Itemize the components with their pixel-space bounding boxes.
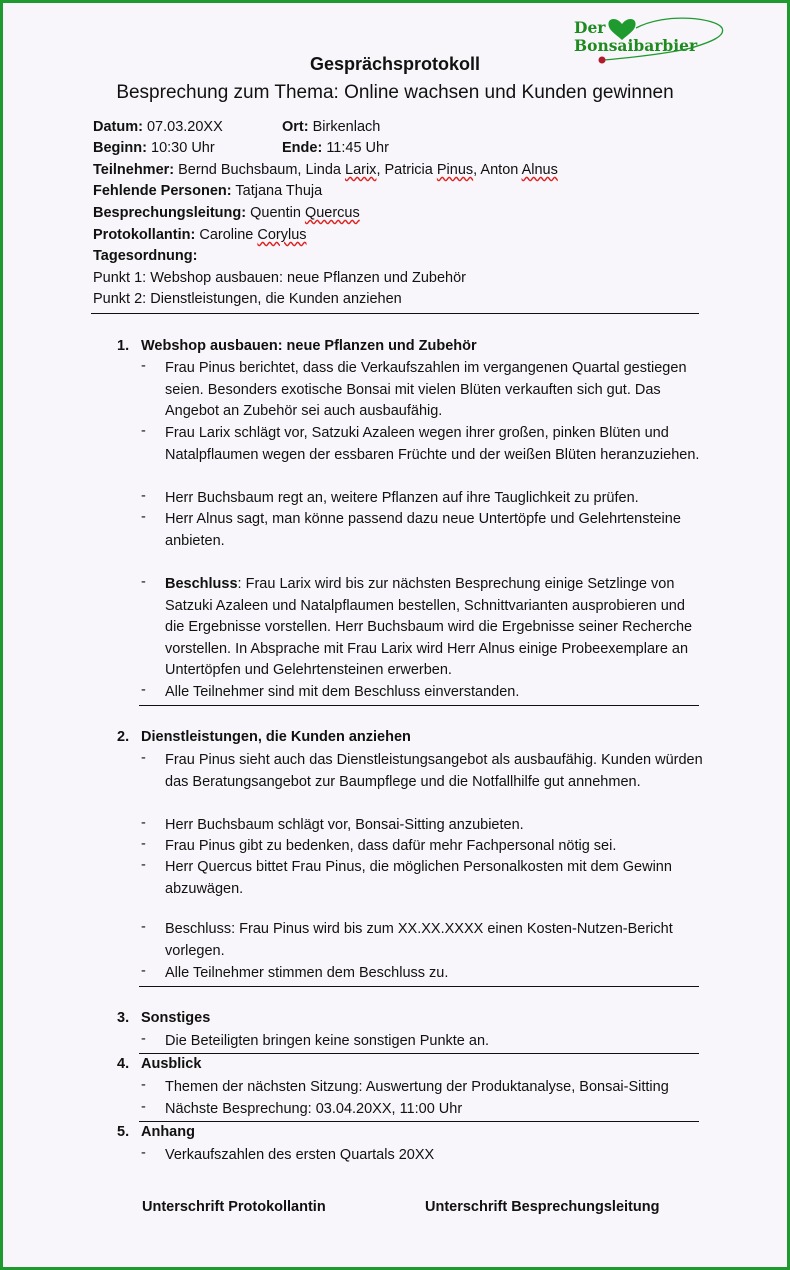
section-4-title: Ausblick <box>141 1056 202 1072</box>
document-title: Gesprächsprotokoll <box>309 54 481 74</box>
section-2-item: Frau Pinus sieht auch das Dienstleistungsangebot als ausbaufähig. Kunden würden das Beratungsangebot zur Baumpflege und die Notfallhilfe gut annehmen. <box>165 752 703 790</box>
bullet-dash: - <box>141 682 146 698</box>
bullet-dash: - <box>141 358 146 374</box>
divider-section-2 <box>139 986 699 987</box>
section-3-item: Die Beteiligten bringen keine sonstigen Punkte an. <box>165 1033 490 1049</box>
section-2-item: Herr Quercus bittet Frau Pinus, die möglichen Personalkosten mit dem Gewinn abzuwägen. <box>165 859 672 897</box>
meta-teilnehmer: Teilnehmer: Bernd Buchsbaum, Linda Larix, Patricia Pinus, Anton Alnus <box>93 162 558 178</box>
section-5-number: 5. <box>117 1124 130 1140</box>
meta-leitung: Besprechungsleitung: Quentin Quercus <box>93 205 360 221</box>
bullet-dash: - <box>141 1031 146 1047</box>
section-4-item: Nächste Besprechung: 03.04.20XX, 11:00 Uhr <box>165 1101 463 1117</box>
agenda-punkt-2: Punkt 2: Dienstleistungen, die Kunden anziehen <box>93 291 402 307</box>
divider-header <box>91 313 699 314</box>
meta-ort: Ort: Birkenlach <box>282 119 381 135</box>
meta-protokollantin: Protokollantin: Caroline Corylus <box>93 227 307 243</box>
section-5-item: Verkaufszahlen des ersten Quartals 20XX <box>165 1147 435 1163</box>
bullet-dash: - <box>141 509 146 525</box>
bullet-dash: - <box>141 1145 146 1161</box>
bullet-dash: - <box>141 815 146 831</box>
meta-datum: Datum: 07.03.20XX <box>93 119 223 135</box>
divider-section-4 <box>139 1121 699 1122</box>
bullet-dash: - <box>141 423 146 439</box>
logo-text-bonsaibarbier: Bonsaibarbier <box>574 36 698 55</box>
document-subtitle: Besprechung zum Thema: Online wachsen und Kunden gewinnen <box>116 82 674 103</box>
meta-fehlende: Fehlende Personen: Tatjana Thuja <box>93 183 323 199</box>
bullet-dash: - <box>141 750 146 766</box>
section-2-title: Dienstleistungen, die Kunden anziehen <box>141 729 411 745</box>
agenda-punkt-1: Punkt 1: Webshop ausbauen: neue Pflanzen und Zubehör <box>93 270 466 286</box>
section-3-number: 3. <box>117 1010 130 1026</box>
section-1-item: Herr Buchsbaum regt an, weitere Pflanzen auf ihre Tauglichkeit zu prüfen. <box>165 490 639 506</box>
section-2-decision: Beschluss: Frau Pinus wird bis zum XX.XX.XXXX einen Kosten-Nutzen-Bericht vorlegen. <box>165 921 673 959</box>
section-5-title: Anhang <box>141 1124 195 1140</box>
bullet-dash: - <box>141 857 146 873</box>
section-1-item: Alle Teilnehmer sind mit dem Beschluss einverstanden. <box>165 684 520 700</box>
bullet-dash: - <box>141 1099 146 1115</box>
section-2-item: Frau Pinus gibt zu bedenken, dass dafür mehr Fachpersonal nötig sei. <box>165 838 617 854</box>
divider-section-3 <box>139 1053 699 1054</box>
section-1-item: Frau Larix schlägt vor, Satzuki Azaleen wegen ihrer großen, pinken Blüten und Natalpflaumen wegen der essbaren Früchte und der weißen Blüten heranzuziehen. <box>165 425 700 463</box>
section-2-item: Herr Buchsbaum schlägt vor, Bonsai-Sitting anzubieten. <box>165 817 524 833</box>
meta-ende: Ende: 11:45 Uhr <box>282 140 389 156</box>
logo-text-der: Der <box>574 18 606 37</box>
bullet-dash: - <box>141 963 146 979</box>
meta-beginn: Beginn: 10:30 Uhr <box>93 140 215 156</box>
section-3-title: Sonstiges <box>141 1010 211 1026</box>
section-4-number: 4. <box>117 1056 130 1072</box>
section-2-number: 2. <box>117 729 130 745</box>
bullet-dash: - <box>141 574 146 590</box>
section-1-number: 1. <box>117 338 130 354</box>
meta-tagesordnung: Tagesordnung: <box>93 248 198 264</box>
signature-protokollantin: Unterschrift Protokollantin <box>142 1199 326 1215</box>
bullet-dash: - <box>141 1077 146 1093</box>
section-1-item: Herr Alnus sagt, man könne passend dazu neue Untertöpfe und Gelehrtensteine anbieten. <box>165 511 681 549</box>
section-1-title: Webshop ausbauen: neue Pflanzen und Zubehör <box>141 338 477 354</box>
section-1-decision: Beschluss: Frau Larix wird bis zur nächsten Besprechung einige Setzlinge von Satzuki Azaleen und Natalpflaumen bestellen, Schnittvarianten ausprobieren und die Ergebnisse vorstellen. Herr Buchsbaum wird die Ergebnisse seiner Recherche vorstellen. In Absprache mit Frau Larix wird Herr Alnus einige Probeexemplare an Untertöpfen und Gelehrtensteinen erwerben. <box>165 576 693 678</box>
section-2-item: Alle Teilnehmer stimmen dem Beschluss zu. <box>165 965 449 981</box>
divider-section-1 <box>139 705 699 706</box>
section-4-item: Themen der nächsten Sitzung: Auswertung der Produktanalyse, Bonsai-Sitting <box>165 1079 669 1095</box>
section-1-item: Frau Pinus berichtet, dass die Verkaufszahlen im vergangenen Quartal gestiegen seien. Besonders exotische Bonsai mit vielen Blüten verkauften sich gut. Das Angebot an Zubehör sei auch ausbaufähig. <box>165 360 687 419</box>
bullet-dash: - <box>141 488 146 504</box>
bullet-dash: - <box>141 836 146 852</box>
signature-besprechungsleitung: Unterschrift Besprechungsleitung <box>425 1199 660 1215</box>
bullet-dash: - <box>141 919 146 935</box>
